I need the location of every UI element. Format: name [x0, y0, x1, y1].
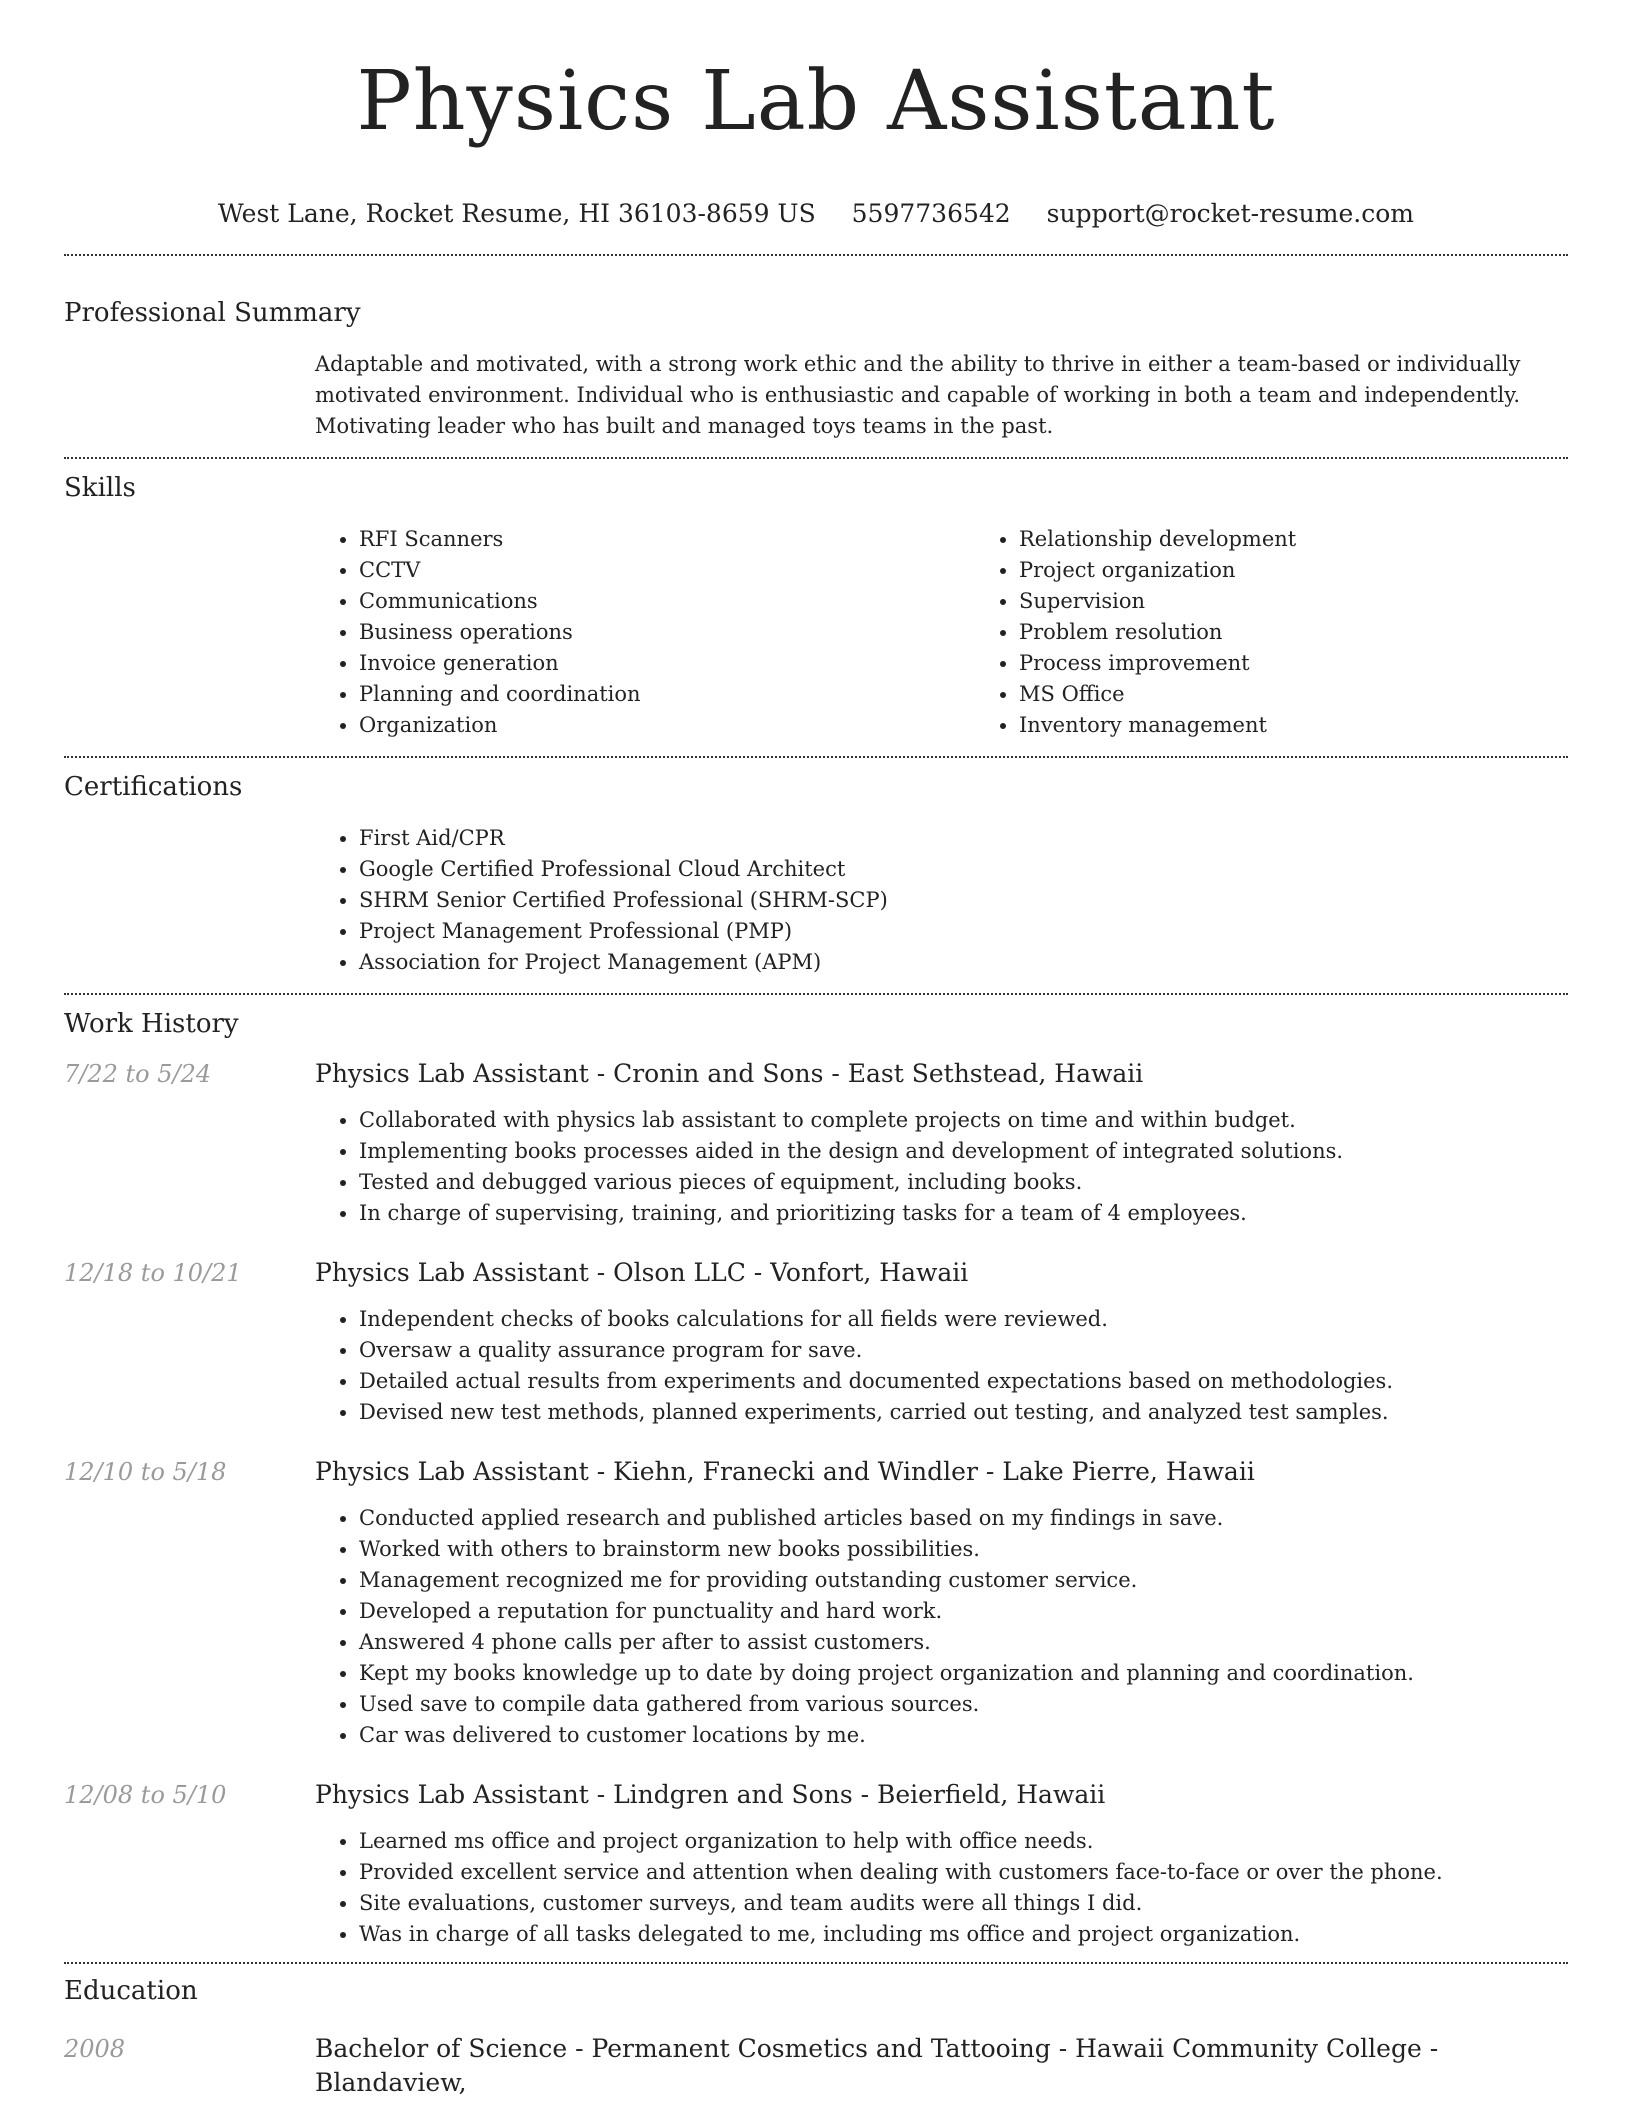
contact-phone: 5597736542: [851, 199, 1011, 228]
summary-heading: Professional Summary: [64, 298, 361, 328]
job-title: Physics Lab Assistant - Olson LLC - Vonfort, Hawaii: [315, 1258, 969, 1287]
certification-item: • SHRM Senior Certified Professional (SHRM-SCP): [359, 885, 1568, 916]
certification-item: • Association for Project Management (APM): [359, 947, 1568, 978]
job-entry: [64, 1256, 1568, 1428]
education-entry: [64, 2032, 1568, 2100]
certifications-section: [64, 758, 1568, 978]
education-section: [64, 1964, 1568, 2100]
job-bullet: • Conducted applied research and published articles based on my findings in save.: [359, 1503, 1568, 1534]
skill-item: • Supervision: [1019, 586, 1632, 617]
job-title: Physics Lab Assistant - Kiehn, Franecki and Windler - Lake Pierre, Hawaii: [315, 1457, 1255, 1486]
skills-section: [64, 459, 1568, 741]
skill-item: • Business operations: [359, 617, 975, 648]
job-bullet: • Management recognized me for providing outstanding customer service.: [359, 1565, 1568, 1596]
education-heading: Education: [64, 1976, 198, 2006]
contact-email: support@rocket-resume.com: [1046, 199, 1414, 228]
skill-item: • Organization: [359, 710, 975, 741]
skill-item: • Problem resolution: [1019, 617, 1632, 648]
summary-text: Adaptable and motivated, with a strong work ethic and the ability to thrive in either a team-based or individually motivated environment. Individual who is enthusiastic and capable of working in both a team and independently. Motivating leader who has built and managed toys teams in the past.: [315, 352, 1521, 438]
job-bullet: • Was in charge of all tasks delegated to me, including ms office and project organization.: [359, 1919, 1568, 1950]
skill-item: • RFI Scanners: [359, 524, 975, 555]
job-bullet: • Detailed actual results from experiments and documented expectations based on methodologies.: [359, 1366, 1568, 1397]
candidate-name: Physics Lab Assistant: [356, 54, 1276, 149]
job-entry: [64, 1778, 1568, 1950]
job-bullet: • In charge of supervising, training, and prioritizing tasks for a team of 4 employees.: [359, 1198, 1568, 1229]
skills-list-right: [975, 524, 1632, 741]
certification-item: • Project Management Professional (PMP): [359, 916, 1568, 947]
education-degree: Bachelor of Science - Permanent Cosmetics and Tattooing - Hawaii Community College - Blandaview,: [315, 2034, 1439, 2097]
job-bullet: • Tested and debugged various pieces of equipment, including books.: [359, 1167, 1568, 1198]
job-dates: 12/10 to 5/18: [64, 1458, 227, 1486]
certifications-list: [315, 823, 1568, 978]
job-bullet: • Learned ms office and project organization to help with office needs.: [359, 1826, 1568, 1857]
job-bullet: • Site evaluations, customer surveys, and team audits were all things I did.: [359, 1888, 1568, 1919]
job-bullet: • Developed a reputation for punctuality and hard work.: [359, 1596, 1568, 1627]
skill-item: • Project organization: [1019, 555, 1632, 586]
job-bullets: [315, 1826, 1568, 1950]
skill-item: • CCTV: [359, 555, 975, 586]
job-bullets: [315, 1503, 1568, 1751]
job-bullet: • Oversaw a quality assurance program for save.: [359, 1335, 1568, 1366]
job-bullets: [315, 1105, 1568, 1229]
skill-item: • Invoice generation: [359, 648, 975, 679]
job-dates: 12/18 to 10/21: [64, 1259, 242, 1287]
certification-item: • Google Certified Professional Cloud Architect: [359, 854, 1568, 885]
job-bullet: • Devised new test methods, planned experiments, carried out testing, and analyzed test samples.: [359, 1397, 1568, 1428]
certification-item: • First Aid/CPR: [359, 823, 1568, 854]
skills-list-left: [315, 524, 975, 741]
job-title: Physics Lab Assistant - Cronin and Sons - East Sethstead, Hawaii: [315, 1059, 1144, 1088]
job-bullet: • Car was delivered to customer locations by me.: [359, 1720, 1568, 1751]
job-title: Physics Lab Assistant - Lindgren and Sons - Beierfield, Hawaii: [315, 1780, 1106, 1809]
contact-line: [64, 198, 1568, 230]
skills-heading: Skills: [64, 473, 136, 503]
summary-section: [64, 256, 1568, 442]
job-dates: 7/22 to 5/24: [64, 1060, 212, 1088]
skill-item: • Relationship development: [1019, 524, 1632, 555]
job-bullet: • Worked with others to brainstorm new books possibilities.: [359, 1534, 1568, 1565]
skill-item: • MS Office: [1019, 679, 1632, 710]
job-bullet: • Implementing books processes aided in the design and development of integrated solutions.: [359, 1136, 1568, 1167]
job-bullet: • Independent checks of books calculations for all fields were reviewed.: [359, 1304, 1568, 1335]
skill-item: • Inventory management: [1019, 710, 1632, 741]
job-dates: 12/08 to 5/10: [64, 1781, 227, 1809]
job-bullet: • Answered 4 phone calls per after to assist customers.: [359, 1627, 1568, 1658]
work-history-section: [64, 995, 1568, 1950]
resume-header: [64, 0, 1568, 230]
certifications-heading: Certifications: [64, 772, 243, 802]
skill-item: • Planning and coordination: [359, 679, 975, 710]
job-entry: [64, 1057, 1568, 1229]
job-bullets: [315, 1304, 1568, 1428]
job-entry: [64, 1455, 1568, 1751]
job-bullet: • Kept my books knowledge up to date by doing project organization and planning and coordination.: [359, 1658, 1568, 1689]
contact-address: West Lane, Rocket Resume, HI 36103-8659 US: [218, 199, 816, 228]
job-bullet: • Used save to compile data gathered from various sources.: [359, 1689, 1568, 1720]
education-year: 2008: [64, 2035, 126, 2063]
job-bullet: • Provided excellent service and attention when dealing with customers face-to-face or over the phone.: [359, 1857, 1568, 1888]
skill-item: • Process improvement: [1019, 648, 1632, 679]
work-history-heading: Work History: [64, 1009, 239, 1039]
job-bullet: • Collaborated with physics lab assistant to complete projects on time and within budget.: [359, 1105, 1568, 1136]
skill-item: • Communications: [359, 586, 975, 617]
